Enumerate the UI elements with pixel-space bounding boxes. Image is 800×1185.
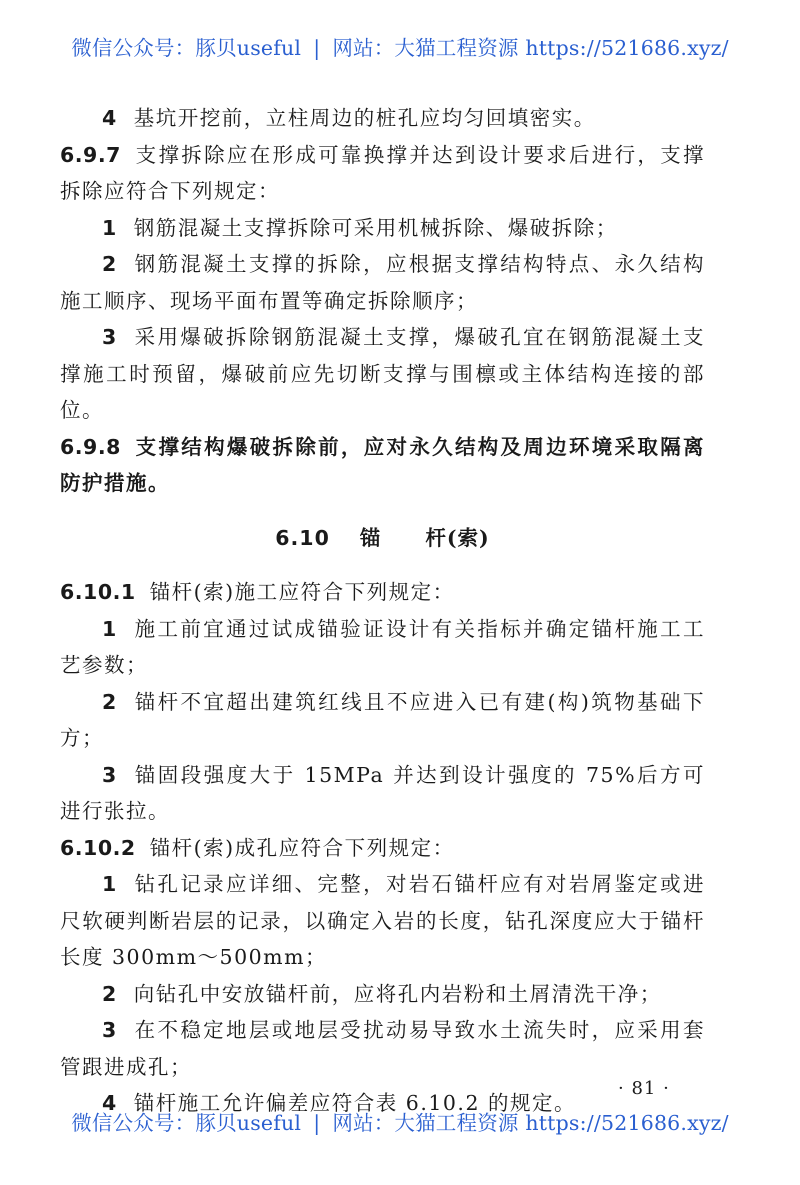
item-number: 4	[102, 1091, 118, 1115]
clause-6-9-7	[60, 137, 705, 210]
item-text: 施工前宜通过试成锚验证设计有关指标并确定锚杆施工工艺参数；	[60, 616, 705, 677]
item-number: 2	[102, 252, 118, 276]
item-number: 3	[102, 762, 118, 787]
clause-number: 6.9.7	[60, 142, 121, 167]
list-item	[60, 1012, 705, 1085]
list-item	[60, 757, 705, 830]
clause-6-9-8	[60, 429, 705, 502]
item-number: 2	[102, 689, 118, 714]
item-number: 4	[102, 106, 118, 130]
item-number: 1	[102, 872, 118, 896]
item-number: 2	[102, 981, 118, 1006]
item-text: 钻孔记录应详细、完整，对岩石锚杆应有对岩屑鉴定或进尺软硬判断岩层的记录，以确定入岩的长度，钻孔深度应大于锚杆长度 300mm～500mm；	[60, 872, 705, 969]
clause-text: 锚杆(索)施工应符合下列规定：	[149, 580, 455, 604]
list-item	[60, 319, 705, 429]
item-number: 3	[102, 1018, 118, 1042]
clause-text: 锚杆(索)成孔应符合下列规定：	[149, 835, 455, 860]
list-item	[60, 100, 705, 137]
clause-number: 6.9.8	[60, 434, 121, 459]
clause-text: 支撑结构爆破拆除前，应对永久结构及周边环境采取隔离防护措施。	[60, 434, 705, 495]
item-text: 锚杆施工允许偏差应符合表 6.10.2 的规定。	[133, 1091, 577, 1115]
item-text: 钢筋混凝土支撑的拆除，应根据支撑结构特点、永久结构施工顺序、现场平面布置等确定拆除顺序；	[60, 252, 705, 313]
item-text: 基坑开挖前，立柱周边的桩孔应均匀回填密实。	[133, 106, 596, 130]
list-item	[60, 611, 705, 684]
list-item	[60, 210, 705, 247]
section-number: 6.10	[275, 525, 330, 550]
clause-text: 支撑拆除应在形成可靠换撑并达到设计要求后进行，支撑拆除应符合下列规定：	[60, 142, 705, 203]
page-number: · 81 ·	[618, 1078, 670, 1099]
section-title	[60, 520, 705, 557]
item-text: 向钻孔中安放锚杆前，应将孔内岩粉和土屑清洗干净；	[133, 981, 662, 1006]
list-item	[60, 866, 705, 976]
document-body	[60, 100, 705, 1122]
list-item	[60, 246, 705, 319]
item-text: 采用爆破拆除钢筋混凝土支撑，爆破孔宜在钢筋混凝土支撑施工时预留，爆破前应先切断支撑与围檩或主体结构连接的部位。	[60, 325, 705, 422]
clause-number: 6.10.2	[60, 835, 136, 860]
item-text: 锚固段强度大于 15MPa 并达到设计强度的 75%后方可进行张拉。	[60, 762, 705, 823]
watermark-bottom	[0, 1106, 800, 1136]
watermark-top	[0, 31, 800, 61]
item-text: 在不稳定地层或地层受扰动易导致水土流失时，应采用套管跟进成孔；	[60, 1018, 705, 1079]
watermark-wechat: 微信公众号：豚贝useful	[71, 36, 302, 60]
item-text: 锚杆不宜超出建筑红线且不应进入已有建(构)筑物基础下方；	[60, 689, 705, 750]
clause-6-10-1	[60, 574, 705, 611]
item-number: 3	[102, 325, 118, 349]
watermark-site: 网站：大猫工程资源 https://521686.xyz/	[332, 36, 729, 60]
watermark-separator: |	[313, 36, 321, 60]
clause-number: 6.10.1	[60, 580, 136, 604]
clause-6-10-2	[60, 830, 705, 867]
list-item	[60, 976, 705, 1013]
watermark-wechat: 微信公众号：豚贝useful	[71, 1111, 302, 1135]
watermark-separator: |	[313, 1111, 321, 1135]
section-title-part: 杆(索)	[425, 525, 490, 550]
watermark-site: 网站：大猫工程资源 https://521686.xyz/	[332, 1111, 729, 1135]
item-text: 钢筋混凝土支撑拆除可采用机械拆除、爆破拆除；	[133, 215, 618, 240]
list-item	[60, 684, 705, 757]
item-number: 1	[102, 616, 118, 641]
section-title-part: 锚	[359, 525, 382, 550]
item-number: 1	[102, 215, 118, 240]
